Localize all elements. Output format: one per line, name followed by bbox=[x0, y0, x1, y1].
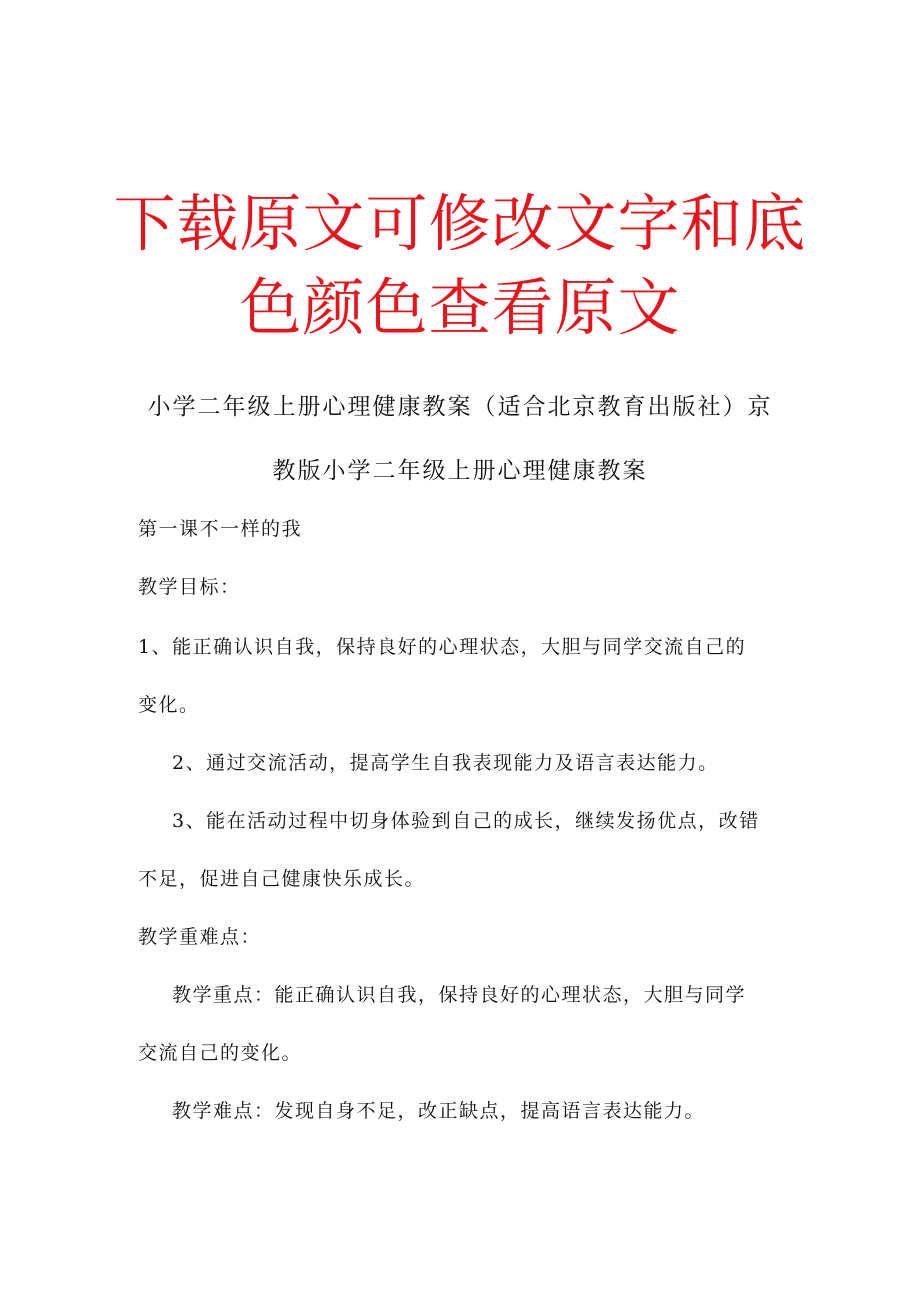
objective-1-line-1: 1、能正确认识自我，保持良好的心理状态，大胆与同学交流自己的 bbox=[138, 636, 747, 658]
key-point-line-1: 教学重点：能正确认识自我，保持良好的心理状态，大胆与同学 bbox=[172, 984, 747, 1006]
difficulty-line: 教学难点：发现自身不足，改正缺点，提高语言表达能力。 bbox=[172, 1100, 706, 1122]
objective-2: 2、通过交流活动，提高学生自我表现能力及语言表达能力。 bbox=[172, 752, 719, 774]
banner-line-2: 色颜色查看原文 bbox=[239, 271, 681, 344]
objective-1-line-2: 变化。 bbox=[138, 694, 200, 716]
key-point-line-2: 交流自己的变化。 bbox=[138, 1042, 303, 1064]
document-title-line-1: 小学二年级上册心理健康教案（适合北京教育出版社）京 bbox=[147, 394, 773, 420]
key-points-heading: 教学重难点： bbox=[138, 926, 262, 948]
lesson-heading: 第一课不一样的我 bbox=[138, 518, 303, 540]
banner-line-1: 下载原文可修改文字和底 bbox=[113, 187, 807, 260]
objectives-heading: 教学目标： bbox=[138, 576, 241, 598]
red-banner bbox=[100, 182, 820, 350]
document-title-line-2: 教版小学二年级上册心理健康教案 bbox=[272, 458, 648, 484]
objective-3-line-2: 不足，促进自己健康快乐成长。 bbox=[138, 868, 426, 890]
objective-3-line-1: 3、能在活动过程中切身体验到自己的成长，继续发扬优点，改错 bbox=[172, 810, 760, 832]
